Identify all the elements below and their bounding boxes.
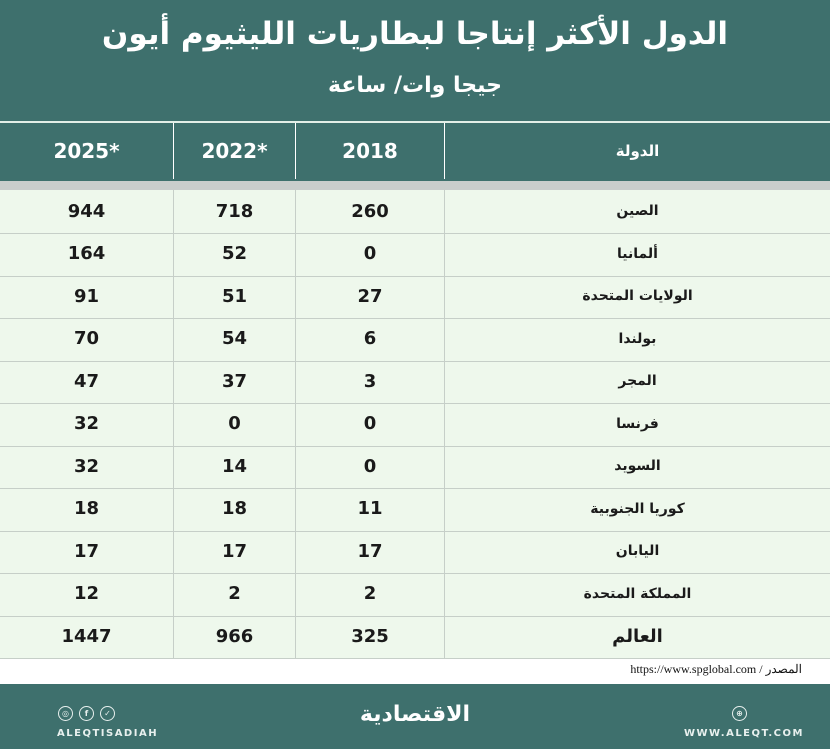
table-row — [0, 275, 830, 319]
table-row — [0, 573, 830, 617]
table-header — [0, 121, 830, 181]
column-header-2025: 2025* — [53, 139, 120, 163]
table-row — [0, 360, 830, 404]
cell-y2022: 14 — [221, 455, 248, 477]
header-separator-band — [0, 181, 830, 190]
cell-y2018: 260 — [351, 200, 389, 222]
table-row — [0, 488, 830, 532]
globe-icon: ⊕ — [732, 706, 747, 721]
table-row — [0, 530, 830, 574]
cell-y2018: 2 — [363, 583, 377, 604]
cell-y2018: 11 — [357, 498, 383, 519]
header-divider — [173, 123, 174, 179]
cell-y2025: 17 — [73, 540, 100, 562]
social-icons — [58, 706, 115, 721]
cell-country: المجر — [618, 373, 657, 389]
cell-country: العالم — [612, 625, 663, 647]
cell-y2022: 0 — [228, 413, 241, 434]
header-divider — [444, 123, 445, 179]
cell-country: الولايات المتحدة — [582, 288, 693, 304]
column-header-country: الدولة — [615, 142, 660, 160]
source-note: المصدر / https://www.spglobal.com — [630, 662, 802, 676]
cell-y2018: 0 — [363, 455, 377, 477]
cell-y2022: 54 — [221, 328, 248, 349]
cell-y2025: 70 — [73, 328, 100, 349]
cell-y2025: 18 — [73, 498, 100, 519]
instagram-icon[interactable]: ◎ — [58, 706, 73, 721]
cell-y2025: 91 — [73, 285, 100, 307]
cell-y2022: 18 — [221, 498, 248, 519]
cell-y2022: 51 — [221, 285, 248, 307]
cell-country: كوريا الجنوبية — [590, 500, 685, 517]
cell-y2025: 1447 — [61, 625, 112, 647]
table-body — [0, 190, 830, 658]
cell-country: الصين — [616, 203, 659, 219]
brand-logo: الاقتصادية — [359, 702, 471, 727]
cell-y2025: 164 — [67, 243, 106, 264]
page-title: الدول الأكثر إنتاجا لبطاريات الليثيوم أيون — [101, 16, 729, 52]
cell-y2025: 12 — [73, 583, 100, 604]
cell-y2018: 17 — [357, 540, 383, 562]
cell-country: ألمانيا — [617, 245, 658, 262]
cell-country: السويد — [614, 458, 661, 474]
cell-y2025: 32 — [73, 455, 100, 477]
cell-y2022: 17 — [221, 540, 248, 562]
table-row — [0, 403, 830, 447]
footer — [0, 684, 830, 749]
table-row — [0, 190, 830, 234]
table-row — [0, 233, 830, 277]
cell-country: اليابان — [615, 543, 660, 559]
cell-y2022: 52 — [221, 243, 248, 264]
twitter-icon[interactable]: ✓ — [100, 706, 115, 721]
table-row — [0, 445, 830, 489]
cell-y2018: 325 — [351, 625, 389, 647]
cell-y2025: 47 — [73, 370, 100, 392]
column-header-2022: 2022* — [201, 139, 268, 163]
cell-country: بولندا — [618, 330, 657, 347]
cell-y2018: 0 — [363, 413, 377, 434]
column-header-2018: 2018 — [342, 139, 398, 163]
table-row — [0, 318, 830, 362]
header — [0, 0, 830, 121]
cell-country: فرنسا — [616, 415, 659, 432]
social-handle[interactable]: ALEQTISADIAH — [57, 728, 159, 739]
cell-y2018: 3 — [363, 370, 377, 392]
cell-y2022: 718 — [215, 200, 254, 222]
cell-y2022: 37 — [221, 370, 248, 392]
cell-country: المملكة المتحدة — [583, 585, 692, 602]
page-subtitle: جيجا وات/ ساعة — [328, 73, 502, 98]
website-link[interactable]: WWW.ALEQT.COM — [684, 728, 804, 739]
cell-y2025: 32 — [73, 413, 100, 434]
cell-y2022: 2 — [228, 583, 241, 604]
cell-y2018: 27 — [357, 285, 383, 307]
table-total-row — [0, 615, 830, 659]
cell-y2025: 944 — [67, 200, 106, 222]
header-divider — [295, 123, 296, 179]
cell-y2022: 966 — [215, 625, 254, 647]
cell-y2018: 0 — [363, 243, 377, 264]
cell-y2018: 6 — [363, 328, 377, 349]
facebook-icon[interactable]: f — [79, 706, 94, 721]
